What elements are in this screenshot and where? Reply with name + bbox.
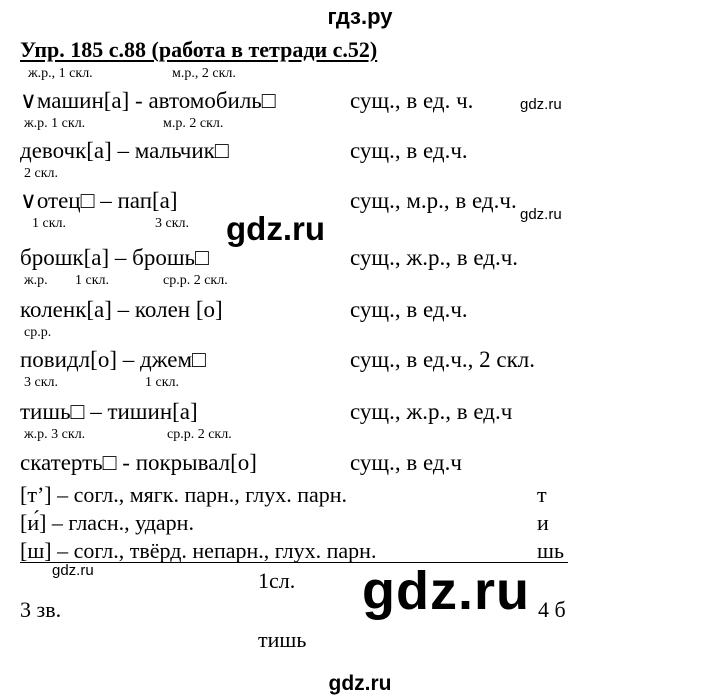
- exercise-title: Упр. 185 с.88 (работа в тетради с.52): [20, 37, 378, 62]
- watermark-large: gdz.ru: [362, 561, 530, 621]
- analyzed-word: тишь: [258, 627, 307, 652]
- row7-word: тишь□ – тишин[а]: [20, 399, 198, 424]
- row5-word: коленк[а] – колен [о]: [20, 297, 223, 322]
- row6-description: сущ., в ед.ч., 2 скл.: [350, 347, 536, 372]
- row2-description: сущ., в ед.ч.: [350, 138, 468, 163]
- row5-annotation-2: 1 скл.: [75, 273, 110, 288]
- row8-description: сущ., в ед.ч: [350, 450, 462, 475]
- row8-annotation-2: ср.р. 2 скл.: [167, 427, 232, 442]
- site-header: гдз.ру: [327, 4, 393, 29]
- row2-annotation-1: ж.р. 1 скл.: [24, 116, 86, 131]
- row3-annotation-1: 2 скл.: [24, 166, 59, 181]
- row1-description: сущ., в ед. ч.: [350, 88, 474, 113]
- row1-word: ∨машин[а] - автомобиль□: [20, 88, 276, 113]
- row5-description: сущ., в ед.ч.: [350, 297, 468, 322]
- row7-annotation-1: 3 скл.: [24, 375, 59, 390]
- row5-annotation-1: ж.р.: [24, 273, 48, 288]
- row7-annotation-2: 1 скл.: [145, 375, 180, 390]
- watermark-small-1: gdz.ru: [520, 96, 562, 113]
- letter-count: 4 б: [538, 597, 566, 622]
- row5-annotation-3: ср.р. 2 скл.: [163, 273, 228, 288]
- phonetic-line-3: [ш] – согл., твёрд. непарн., глух. парн.: [20, 538, 377, 563]
- row7-description: сущ., ж.р., в ед.ч: [350, 399, 513, 424]
- row3-word: ∨отец□ – пап[а]: [20, 188, 178, 213]
- watermark-medium: gdz.ru: [226, 210, 325, 247]
- row2-word: девочк[а] – мальчик□: [20, 138, 229, 163]
- row4-annotation-1: 1 скл.: [32, 216, 67, 231]
- row1-annotation-2: м.р., 2 скл.: [172, 66, 236, 81]
- phonetic-letter-1: т: [537, 482, 547, 507]
- phonetic-line-2: [и́] – гласн., ударн.: [20, 510, 194, 535]
- site-footer: gdz.ru: [328, 672, 392, 695]
- watermark-small-2: gdz.ru: [520, 206, 562, 223]
- row2-annotation-2: м.р. 2 скл.: [163, 116, 224, 131]
- row8-word: скатерть□ - покрывал[о]: [20, 450, 257, 475]
- phonetic-letter-3: шь: [537, 538, 564, 563]
- row1-annotation-1: ж.р., 1 скл.: [28, 66, 93, 81]
- sound-count: 3 зв.: [20, 597, 62, 622]
- phonetic-line-1: [т’] – согл., мягк. парн., глух. парн.: [20, 482, 348, 507]
- row4-word: брошк[а] – брошь□: [20, 245, 209, 270]
- row6-word: повидл[о] – джем□: [20, 347, 206, 372]
- watermark-small-3: gdz.ru: [52, 562, 94, 579]
- row3-description: сущ., м.р., в ед.ч.: [350, 188, 517, 213]
- row4-annotation-2: 3 скл.: [155, 216, 190, 231]
- row4-description: сущ., ж.р., в ед.ч.: [350, 245, 519, 270]
- phonetic-letter-2: и: [537, 510, 549, 535]
- row6-annotation-1: ср.р.: [24, 325, 52, 340]
- syllable-count: 1сл.: [258, 568, 296, 593]
- row8-annotation-1: ж.р. 3 скл.: [24, 427, 86, 442]
